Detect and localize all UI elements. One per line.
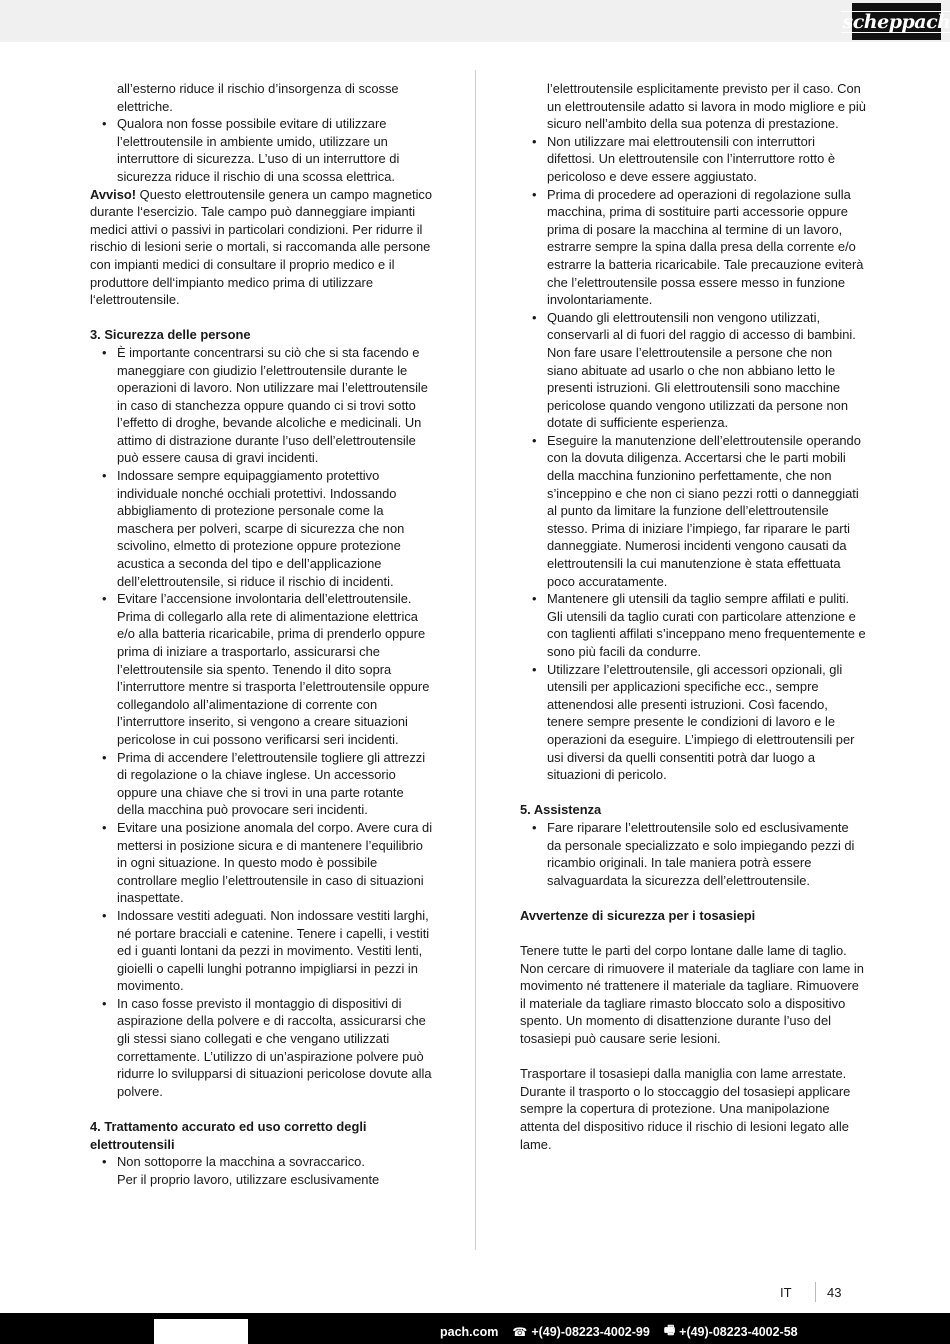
- list-item: • Non utilizzare mai elettroutensili con interruttori difettosi. Un elettroutensile con l’interruttore rotto è pericoloso e deve essere aggiustato.: [520, 133, 866, 186]
- language-code: IT: [780, 1284, 792, 1300]
- phone-number: +(49)-08223-4002-99: [531, 1324, 650, 1339]
- section-4-heading: 4. Trattamento accurato ed uso corretto degli elettroutensili: [90, 1119, 367, 1152]
- continued-text: l’elettroutensile esplicitamente previsto per il caso. Con un elettroutensile adatto si lavora in modo migliore e più sicuro nell’ambito della sua potenza di prestazione.: [547, 81, 866, 132]
- list-item: • In caso fosse previsto il montaggio di dispositivi di aspirazione della polvere e di raccolta, assicurarsi che gli stessi siano collegati e che vengano utilizzati correttamente. L’utilizzo di un’aspirazione polvere può ridurre lo svilupparsi di situazioni pericolose dovute alla polvere.: [90, 995, 433, 1101]
- warning-text: Questo elettroutensile genera un campo magnetico durante l‘esercizio. Tale campo può danneggiare impianti medici attivi o passivi in particolari condizioni. Per ridurre il rischio di lesioni serie o mortali, si raccomanda alle persone con impianti medici di consultare il proprio medico e il produttore dell‘impianto medico prima di utilizzare l‘elettroutensile.: [90, 186, 433, 308]
- footer-separator: [815, 1282, 816, 1302]
- page-number: 43: [827, 1284, 842, 1300]
- fax-icon: 🖷: [663, 1323, 676, 1337]
- left-column: [90, 80, 433, 1188]
- column-divider: [475, 70, 476, 1250]
- continued-text: all’esterno riduce il rischio d’insorgenza di scosse elettriche.: [117, 81, 399, 114]
- page-footer: [780, 1281, 841, 1303]
- section-4-list-continued: [520, 133, 866, 784]
- website-link[interactable]: pach.com: [440, 1324, 499, 1339]
- contact-bar: [0, 1313, 950, 1344]
- section-4-list: [90, 1153, 433, 1171]
- list-item: • Qualora non fosse possibile evitare di utilizzare l’elettroutensile in ambiente umido, utilizzare un interruttore di sicurezza. L’uso di un interruttore di sicurezza riduce il rischio di una scossa elettrica.: [90, 115, 433, 185]
- contact-info: [440, 1321, 798, 1342]
- section-3-heading: 3. Sicurezza delle persone: [90, 327, 251, 343]
- list-item: • È importante concentrarsi su ciò che si sta facendo e maneggiare con giudizio l’elettroutensile durante le operazioni di lavoro. Non utilizzare mai l’elettroutensile in caso di stanchezza oppure quando ci si trovi sotto l’effetto di droghe, bevande alcoliche e medicinali. Un attimo di distrazione durante l’uso dell’elettroutensile può essere causa di gravi incidenti.: [90, 344, 433, 467]
- list-item: • Non sottoporre la macchina a sovraccarico.: [90, 1153, 433, 1171]
- list-item: • Prima di accendere l’elettroutensile togliere gli attrezzi di regolazione o la chiave inglese. Un accessorio oppure una chiave che si trovi in una parte rotante della macchina può provocare seri incidenti.: [90, 749, 433, 819]
- section-3-list: [90, 344, 433, 1101]
- continued-text: Per il proprio lavoro, utilizzare esclusivamente: [117, 1171, 380, 1187]
- scheppach-logo: scheppach: [852, 3, 941, 40]
- footer-blank-box: [154, 1319, 248, 1344]
- section-5-heading: 5. Assistenza: [520, 802, 602, 818]
- list-item: • Indossare vestiti adeguati. Non indossare vestiti larghi, né portare bracciali e catenine. Tenere i capelli, i vestiti ed i guanti lontani da pezzi in movimento. Vestiti lenti, gioielli o capelli lunghi potranno impigliarsi in pezzi in movimento.: [90, 907, 433, 995]
- list-item: • Fare riparare l’elettroutensile solo ed esclusivamente da personale specializzato e solo impiegando pezzi di ricambio originali. In tale maniera potrà essere salvaguardata la sicurezza dell’elettroutensile.: [520, 819, 866, 889]
- bullet-list: [90, 115, 433, 185]
- list-item: • Prima di procedere ad operazioni di regolazione sulla macchina, prima di sostituire parti accessorie oppure prima di posare la macchina al termine di un lavoro, estrarre sempre la spina dalla presa della corrente e/o estrarre la batteria ricaricabile. Tale precauzione eviterà che l’elettroutensile possa essere messo in funzione involontariamente.: [520, 186, 866, 309]
- list-item: • Quando gli elettroutensili non vengono utilizzati, conservarli al di fuori del raggio di accesso di bambini. Non fare usare l’elettroutensile a persone che non siano abituate ad usarlo o che non abbiano letto le presenti istruzioni. Gli elettroutensili sono macchine pericolose quando vengono utilizzati da persone non dotate di sufficiente esperienza.: [520, 309, 866, 432]
- list-item: • Evitare l’accensione involontaria dell’elettroutensile. Prima di collegarlo alla rete di alimentazione elettrica e/o alla batteria ricaricabile, prima di prenderlo oppure prima di iniziare a trasportarlo, assicurarsi che l’elettroutensile sia spento. Tenendo il dito sopra l’interruttore mentre si trasporta l’elettroutensile oppure collegandolo all’alimentazione di corrente con l’interruttore inserito, si vengono a creare situazioni pericolose in cui possono verificarsi seri incidenti.: [90, 590, 433, 748]
- fax-number: +(49)-08223-4002-58: [679, 1324, 798, 1339]
- warning-paragraph: [90, 186, 433, 309]
- hedge-trimmer-paragraph: Tenere tutte le parti del corpo lontane dalle lame di taglio. Non cercare di rimuovere il materiale da tagliare con lame in movimento né trattenere il materiale da tagliare. Rimuovere il materiale da tagliare rimasto bloccato solo a dispositivo spento. Un momento di disattenzione durante l’uso del tosasiepi può causare serie lesioni.: [520, 943, 864, 1047]
- warning-label: Avviso!: [90, 186, 137, 202]
- section-5-list: [520, 819, 866, 889]
- header-bar: [0, 0, 950, 42]
- hedge-trimmer-heading: Avvertenze di sicurezza per i tosasiepi: [520, 907, 756, 923]
- list-item: • Eseguire la manutenzione dell’elettroutensile operando con la dovuta diligenza. Accertarsi che le parti mobili della macchina funzionino perfettamente, che non s’inceppino e che non ci siano pezzi rotti o danneggiati al punto da limitare la funzione dell’elettroutensile stesso. Prima di iniziare l’impiego, far riparare le parti danneggiate. Numerosi incidenti vengono causati da elettroutensili la cui manutenzione è stata effettuata poco accuratamente.: [520, 432, 866, 590]
- list-item: • Mantenere gli utensili da taglio sempre affilati e puliti. Gli utensili da taglio curati con particolare attenzione e con taglienti affilati s’inceppano meno frequentemente e sono più facili da condurre.: [520, 590, 866, 660]
- right-column: [520, 80, 866, 1153]
- list-item: • Evitare una posizione anomala del corpo. Avere cura di mettersi in posizione sicura e di mantenere l’equilibrio in ogni situazione. In questo modo è possibile controllare meglio l’elettroutensile in caso di situazioni inaspettate.: [90, 819, 433, 907]
- list-item: • Utilizzare l’elettroutensile, gli accessori opzionali, gli utensili per applicazioni specifiche ecc., sempre attenendosi alle presenti istruzioni. Così facendo, tenere sempre presente le condizioni di lavoro e le operazioni da eseguire. L’impiego di elettroutensili per usi diversi da quelli consentiti potrà dar luogo a situazioni di pericolo.: [520, 661, 866, 784]
- list-item: • Indossare sempre equipaggiamento protettivo individuale nonché occhiali protettivi. Indossando abbigliamento di protezione personale come la maschera per polveri, scarpe di sicurezza che non scivolino, elmetto di protezione oppure protezione acustica a seconda del tipo e dell’applicazione dell’elettroutensile, si riduce il rischio di incidenti.: [90, 467, 433, 590]
- hedge-trimmer-paragraph: Trasportare il tosasiepi dalla maniglia con lame arrestate. Durante il trasporto o lo stoccaggio del tosasiepi applicare sempre la copertura di protezione. Una manipolazione attenta del dispositivo riduce il rischio di lesioni legato alle lame.: [520, 1066, 851, 1152]
- phone-icon: ☎: [512, 1324, 528, 1339]
